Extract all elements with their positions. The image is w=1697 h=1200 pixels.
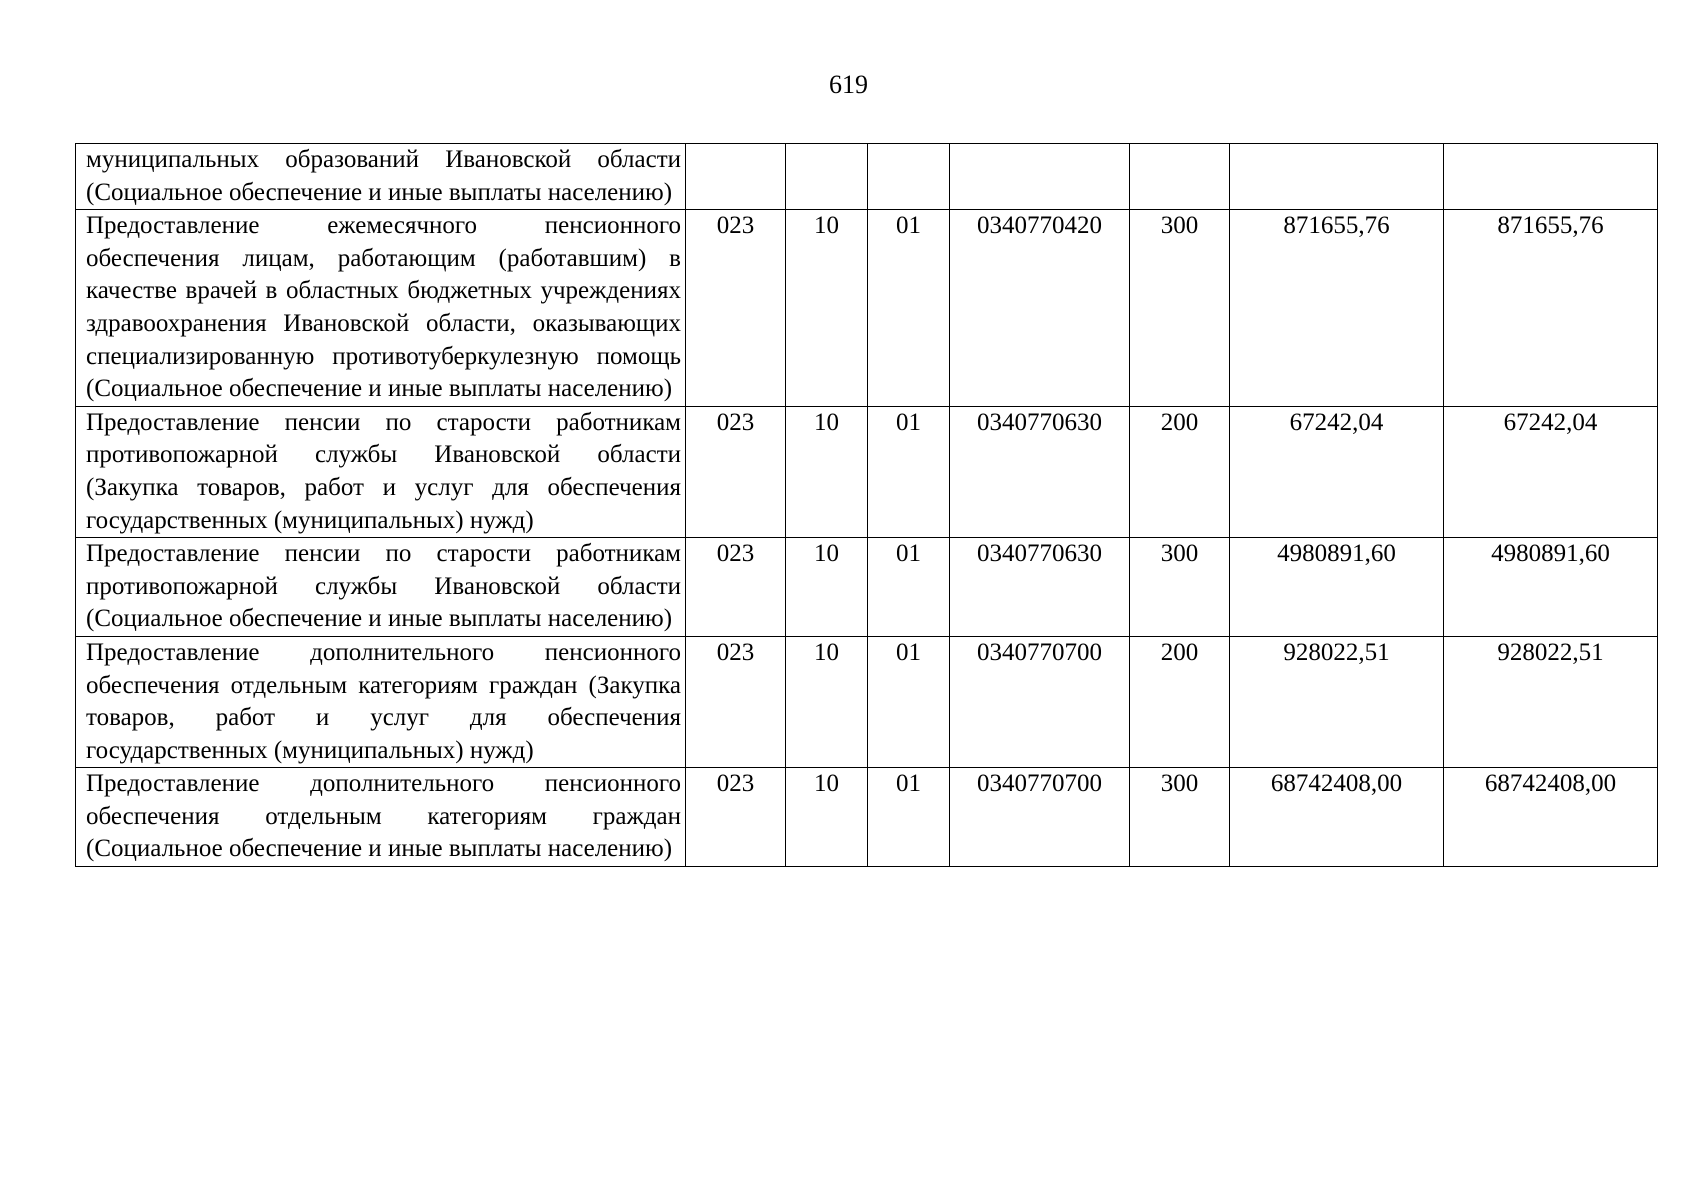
- expense-type-code: 300: [1130, 210, 1230, 407]
- target-article-code: 0340770630: [950, 406, 1130, 537]
- ministry-code: 023: [686, 636, 786, 767]
- section-code: 10: [786, 406, 868, 537]
- amount-cell: 871655,76: [1444, 210, 1658, 407]
- row-description: Предоставление дополнительного пенсионного обеспечения отдельным категориям граждан (Социальное обеспечение и иные выплаты населению): [76, 768, 686, 867]
- amount-cell: 4980891,60: [1230, 538, 1444, 637]
- amount-cell: 928022,51: [1444, 636, 1658, 767]
- amount-cell: 68742408,00: [1230, 768, 1444, 867]
- row-description: муниципальных образований Ивановской области (Социальное обеспечение и иные выплаты населению): [76, 144, 686, 210]
- expense-type-code: [1130, 144, 1230, 210]
- budget-table: [75, 143, 1658, 867]
- amount-cell: 68742408,00: [1444, 768, 1658, 867]
- table-row: [76, 768, 1658, 867]
- subsection-code: 01: [868, 768, 950, 867]
- subsection-code: 01: [868, 406, 950, 537]
- amount-cell: 4980891,60: [1444, 538, 1658, 637]
- subsection-code: 01: [868, 538, 950, 637]
- ministry-code: 023: [686, 210, 786, 407]
- table-row: [76, 538, 1658, 637]
- target-article-code: 0340770420: [950, 210, 1130, 407]
- amount-cell: [1444, 144, 1658, 210]
- target-article-code: [950, 144, 1130, 210]
- table-row: [76, 406, 1658, 537]
- expense-type-code: 300: [1130, 538, 1230, 637]
- subsection-code: 01: [868, 636, 950, 767]
- target-article-code: 0340770700: [950, 768, 1130, 867]
- ministry-code: 023: [686, 538, 786, 637]
- amount-cell: 928022,51: [1230, 636, 1444, 767]
- expense-type-code: 300: [1130, 768, 1230, 867]
- row-description: Предоставление ежемесячного пенсионного обеспечения лицам, работающим (работавшим) в качестве врачей в областных бюджетных учреждениях здравоохранения Ивановской области, оказывающих специализированную противотуберкулезную помощь (Социальное обеспечение и иные выплаты населению): [76, 210, 686, 407]
- table-row: [76, 636, 1658, 767]
- target-article-code: 0340770700: [950, 636, 1130, 767]
- section-code: 10: [786, 768, 868, 867]
- amount-cell: 871655,76: [1230, 210, 1444, 407]
- row-description: Предоставление пенсии по старости работникам противопожарной службы Ивановской области (Закупка товаров, работ и услуг для обеспечения государственных (муниципальных) нужд): [76, 406, 686, 537]
- section-code: [786, 144, 868, 210]
- row-description: Предоставление дополнительного пенсионного обеспечения отдельным категориям граждан (Закупка товаров, работ и услуг для обеспечения государственных (муниципальных) нужд): [76, 636, 686, 767]
- subsection-code: [868, 144, 950, 210]
- section-code: 10: [786, 538, 868, 637]
- page-number: 619: [829, 70, 868, 99]
- table-row: [76, 144, 1658, 210]
- amount-cell: 67242,04: [1230, 406, 1444, 537]
- expense-type-code: 200: [1130, 636, 1230, 767]
- ministry-code: 023: [686, 406, 786, 537]
- section-code: 10: [786, 210, 868, 407]
- table-row: [76, 210, 1658, 407]
- table-body: [76, 144, 1658, 867]
- ministry-code: [686, 144, 786, 210]
- section-code: 10: [786, 636, 868, 767]
- ministry-code: 023: [686, 768, 786, 867]
- amount-cell: 67242,04: [1444, 406, 1658, 537]
- amount-cell: [1230, 144, 1444, 210]
- subsection-code: 01: [868, 210, 950, 407]
- expense-type-code: 200: [1130, 406, 1230, 537]
- row-description: Предоставление пенсии по старости работникам противопожарной службы Ивановской области (Социальное обеспечение и иные выплаты населению): [76, 538, 686, 637]
- target-article-code: 0340770630: [950, 538, 1130, 637]
